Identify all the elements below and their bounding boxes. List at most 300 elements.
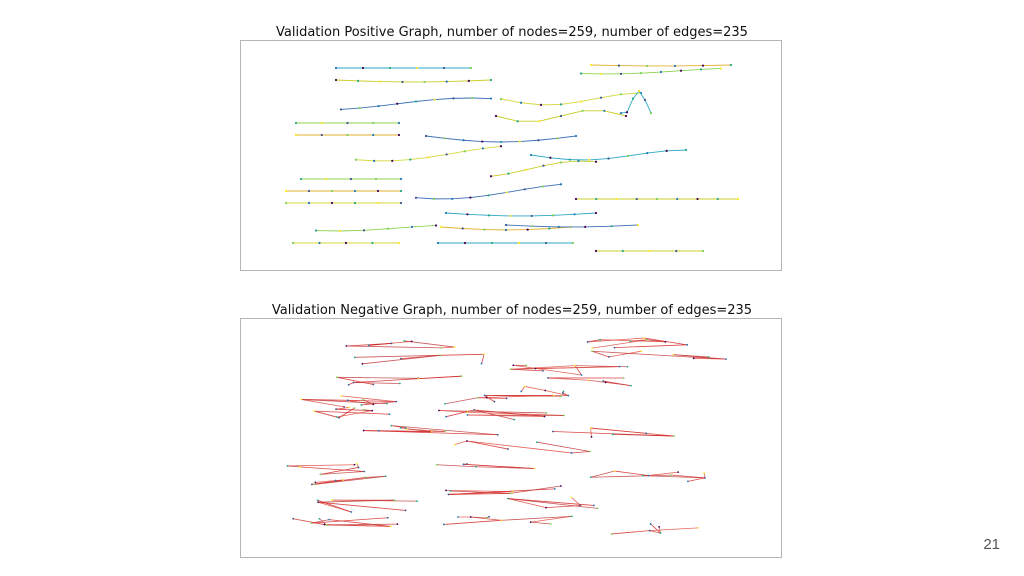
positive-graph-edge [441,227,463,229]
negative-graph-edge [337,377,373,384]
negative-graph-node [299,466,301,468]
negative-graph-node [542,370,544,372]
positive-graph-node [452,97,454,99]
negative-graph-node [431,431,433,433]
negative-graph-node [336,416,338,418]
negative-graph-edge [485,395,495,401]
negative-graph-node [443,524,445,526]
negative-graph-node [536,441,538,443]
negative-graph-node [390,525,392,527]
positive-graph-node [345,242,347,244]
positive-graph-edge [532,215,553,216]
positive-graph-node [371,242,373,244]
positive-graph-node [331,202,333,204]
positive-graph-node [507,173,509,175]
positive-graph-node [346,134,348,136]
positive-graph-node [292,242,294,244]
negative-graph-edge [293,519,326,525]
negative-graph-node [311,522,313,524]
positive-graph-node [584,226,586,228]
negative-graph-node [470,516,472,518]
negative-graph-node [403,340,405,342]
positive-graph-node [644,99,646,101]
negative-graph-node [378,430,380,432]
negative-graph-edge [571,451,589,452]
negative-graph-edge [589,380,631,385]
negative-graph-node [385,475,387,477]
negative-graph-node [336,376,338,378]
positive-graph-node [595,161,597,163]
negative-graph-node [581,374,583,376]
negative-graph-node [396,523,398,525]
positive-graph-node [520,102,522,104]
positive-graph-node [638,90,640,92]
negative-graph-node [477,397,479,399]
negative-graph-node [658,526,660,528]
positive-graph-node [387,228,389,230]
positive-graph-edge [553,214,574,215]
positive-graph-edge [360,106,379,108]
positive-graph-node [595,198,597,200]
negative-graph-node [362,363,364,365]
negative-graph-node [612,433,614,435]
negative-graph-node [292,518,294,520]
negative-graph-node [325,524,327,526]
negative-graph-node [362,399,364,401]
positive-graph-node [580,101,582,103]
negative-graph-node [599,339,601,341]
negative-graph-node [650,523,652,525]
positive-graph-node [552,214,554,216]
positive-graph-node [398,122,400,124]
positive-graph-edge [550,158,569,160]
negative-graph-edge [440,354,484,355]
negative-graph-node [400,358,402,360]
negative-graph-node [340,395,342,397]
positive-graph-node [525,169,527,171]
positive-graph-node [560,103,562,105]
negative-graph-node [328,519,330,521]
negative-graph-edge [326,524,397,525]
negative-graph-node [363,430,365,432]
negative-graph-node [317,501,319,503]
positive-graph-edge [416,198,434,199]
positive-graph-node [518,242,520,244]
negative-graph-node [614,347,616,349]
positive-graph-node [443,67,445,69]
positive-graph-node [560,115,562,117]
positive-graph-edge [469,80,491,81]
negative-graph-node [671,474,673,476]
positive-graph-edge [340,230,364,231]
negative-graph-node [314,481,316,483]
negative-graph-node [483,353,485,355]
positive-graph-title: Validation Positive Graph, number of nodes=259, number of edges=235 [276,25,748,40]
negative-graph-node [486,517,488,519]
negative-graph-node [513,419,515,421]
positive-graph-edge [356,160,374,161]
positive-graph-edge [645,100,651,113]
negative-graph-node [466,440,468,442]
positive-graph-node [487,194,489,196]
positive-graph-node [285,202,287,204]
positive-graph-node [685,149,687,151]
positive-graph-edge [621,73,641,74]
negative-graph-node [323,524,325,526]
positive-graph-node [354,190,356,192]
negative-graph-node [444,431,446,433]
positive-graph-edge [543,184,561,186]
positive-graph-edge [647,151,666,153]
positive-graph-node [517,120,519,122]
positive-graph-edge [661,71,681,72]
positive-graph-edge [416,100,435,102]
positive-graph-edge [633,91,639,99]
negative-graph-node [386,403,388,405]
positive-graph-node [527,228,529,230]
positive-graph-node [627,155,629,157]
negative-graph-node [399,383,401,385]
positive-graph-node [355,159,357,161]
negative-graph-node [300,399,302,401]
positive-graph-node [537,139,539,141]
positive-graph-edge [489,215,510,216]
negative-graph-edge [444,520,502,524]
negative-graph-edge [288,465,355,466]
negative-graph-edge [592,351,726,359]
positive-graph-node [575,198,577,200]
positive-graph-node [440,226,442,228]
negative-graph-node [390,425,392,427]
negative-graph-node [475,466,477,468]
positive-graph-node [490,175,492,177]
positive-graph-node [321,134,323,136]
negative-graph-node [725,358,727,360]
positive-graph-node [481,140,483,142]
positive-graph-edge [463,229,485,230]
positive-graph-node [425,135,427,137]
negative-graph-node [335,408,337,410]
positive-graph-edge [539,116,561,121]
positive-graph-edge [447,151,465,154]
negative-graph-node [507,448,509,450]
positive-graph-node [666,150,668,152]
positive-graph-node [396,103,398,105]
positive-graph-node [646,152,648,154]
positive-graph-node [646,65,648,67]
positive-graph-node [462,139,464,141]
negative-graph-node [597,507,599,509]
positive-graph-edge [341,108,360,109]
positive-graph-node [285,190,287,192]
negative-graph-edge [300,467,364,472]
positive-graph-edge [467,214,488,215]
negative-graph-node [395,401,397,403]
positive-graph-node [373,160,375,162]
negative-graph-edge [337,377,418,378]
positive-graph-node [490,79,492,81]
positive-graph-node [339,230,341,232]
positive-graph-edge [489,192,507,195]
positive-graph-node [603,110,605,112]
positive-graph-node [572,242,574,244]
negative-graph-node [591,350,593,352]
positive-graph-node [468,80,470,82]
positive-graph-node [600,73,602,75]
negative-graph-node [354,464,356,466]
negative-graph-node [319,473,321,475]
positive-graph-node [335,67,337,69]
positive-graph-canvas [241,41,783,272]
positive-graph-node [434,99,436,101]
positive-graph-node [702,64,704,66]
positive-graph-node [531,225,533,227]
positive-graph-node [588,159,590,161]
negative-graph-node [524,386,526,388]
negative-graph-node [708,356,710,358]
negative-graph-node [319,518,321,520]
negative-graph-edge [612,531,650,534]
positive-graph-edge [601,94,621,97]
positive-graph-edge [491,174,509,177]
positive-graph-node [595,212,597,214]
positive-graph-node [308,202,310,204]
negative-graph-node [554,488,556,490]
negative-graph-node [416,500,418,502]
positive-graph-edge [639,91,645,100]
negative-graph-edge [467,441,572,453]
positive-graph-node [411,226,413,228]
negative-graph-node [510,368,512,370]
positive-graph-edge [609,156,628,159]
positive-graph-node [482,147,484,149]
positive-graph-node [611,225,613,227]
negative-graph-edge [478,398,507,399]
negative-graph-node [704,477,706,479]
positive-graph-edge [358,81,380,82]
positive-graph-node [471,97,473,99]
positive-graph-node [466,213,468,215]
negative-graph-edge [575,366,581,375]
positive-graph-node [488,214,490,216]
negative-graph-node [356,463,358,465]
negative-graph-edge [315,476,386,484]
negative-graph-node [394,499,396,501]
negative-graph-node [525,365,527,367]
negative-graph-node [629,340,631,342]
negative-graph-node [441,347,443,349]
negative-graph-node [389,413,391,415]
positive-graph-node [416,67,418,69]
positive-graph-node [509,215,511,217]
negative-graph-node [665,341,667,343]
positive-graph-node [357,80,359,82]
positive-graph-node [560,183,562,185]
positive-graph-edge [591,65,619,66]
positive-graph-node [377,190,379,192]
negative-graph-node [372,403,374,405]
positive-graph-edge [412,225,436,226]
positive-graph-edge [506,225,532,226]
positive-graph-edge [452,198,470,199]
negative-graph-node [445,416,447,418]
positive-graph-node [325,178,327,180]
positive-graph-edge [464,140,483,141]
positive-graph-node [626,111,628,113]
positive-graph-node [375,178,377,180]
negative-graph-node [686,344,688,346]
negative-graph-node [317,499,319,501]
positive-graph-node [660,71,662,73]
positive-graph-edge [388,227,412,229]
positive-graph-node [560,161,562,163]
positive-graph-edge [525,186,543,189]
positive-graph-node [676,198,678,200]
negative-graph-node [588,379,590,381]
positive-graph-edge [585,226,611,227]
positive-graph-node [491,242,493,244]
negative-graph-node [643,337,645,339]
negative-graph-node [673,354,675,356]
negative-graph-node [642,475,644,477]
positive-graph-node [674,65,676,67]
negative-graph-edge [482,354,485,363]
positive-graph-node [346,122,348,124]
negative-graph-edge [591,471,615,477]
positive-graph-node [519,140,521,142]
negative-graph-node [507,498,509,500]
positive-graph-node [379,80,381,82]
positive-graph-node [505,224,507,226]
positive-graph-node [577,160,579,162]
positive-graph-edge [557,136,576,138]
negative-graph-node [623,377,625,379]
positive-graph-node [650,112,652,114]
positive-graph-node [464,150,466,152]
negative-graph-node [591,436,593,438]
negative-graph-edge [471,517,487,518]
positive-graph-node [315,229,317,231]
negative-graph-node [512,491,514,493]
negative-graph-node [371,410,373,412]
negative-graph-node [605,382,607,384]
negative-graph-node [406,428,408,430]
negative-graph-node [454,346,456,348]
positive-graph-edge [410,157,428,159]
positive-graph-node [359,107,361,109]
negative-graph-edge [312,477,366,484]
negative-graph-edge [688,478,705,482]
positive-graph-node [433,198,435,200]
negative-graph-node [484,394,486,396]
negative-graph-node [444,403,446,405]
positive-graph-node [680,70,682,72]
positive-graph-node [636,198,638,200]
negative-graph-node [350,511,352,513]
positive-graph-node [372,122,374,124]
negative-graph-node [550,523,552,525]
negative-graph-node [593,505,595,507]
positive-graph-node [500,145,502,147]
negative-graph-node [461,375,463,377]
negative-graph-node [563,390,565,392]
positive-graph-node [573,213,575,215]
positive-graph-edge [501,99,521,103]
negative-graph-node [457,516,459,518]
negative-graph-node [467,414,469,416]
positive-graph-edge [379,104,398,106]
negative-graph-node [574,365,576,367]
positive-graph-edge [521,103,541,105]
negative-graph-node [646,339,648,341]
negative-graph-node [697,527,699,529]
negative-graph-node [335,480,337,482]
negative-graph-node [287,465,289,467]
negative-graph-node [589,451,591,453]
negative-graph-edge [354,383,400,384]
positive-graph-node [377,202,379,204]
positive-graph-node [446,153,448,155]
negative-graph-node [611,533,613,535]
negative-graph-node [481,363,483,365]
positive-graph-edge [435,98,454,99]
positive-graph-node [437,242,439,244]
positive-graph-node [730,64,732,66]
positive-graph-edge [628,153,647,156]
positive-graph-edge [509,170,527,174]
positive-graph-node [490,97,492,99]
negative-graph-edge [441,347,454,348]
positive-graph-edge [561,111,583,116]
negative-graph-edge [545,391,568,396]
positive-graph-edge [681,69,701,70]
positive-graph-edge [532,226,558,227]
positive-graph-node [500,141,502,143]
negative-graph-node [567,395,569,397]
negative-graph-edge [366,476,386,477]
positive-graph-node [444,137,446,139]
positive-graph-node [717,198,719,200]
positive-graph-node [427,156,429,158]
positive-graph-node [398,134,400,136]
negative-graph-panel [240,318,782,558]
negative-graph-canvas [241,319,783,559]
negative-graph-node [348,407,350,409]
positive-graph-node [308,190,310,192]
negative-graph-node [619,366,621,368]
negative-graph-node [467,411,469,413]
positive-graph-edge [397,102,416,104]
positive-graph-node [696,198,698,200]
negative-graph-node [494,401,496,403]
negative-graph-edge [521,386,525,391]
negative-graph-node [354,407,356,409]
negative-graph-node [445,490,447,492]
negative-graph-node [500,519,502,521]
positive-graph-edge [472,98,491,99]
negative-graph-edge [346,346,441,348]
negative-graph-node [590,427,592,429]
negative-graph-node [535,368,537,370]
negative-graph-node [660,532,662,534]
negative-graph-node [365,477,367,479]
positive-graph-node [295,134,297,136]
negative-graph-node [436,464,438,466]
negative-graph-edge [455,441,467,445]
positive-graph-node [423,81,425,83]
positive-graph-node [409,158,411,160]
negative-graph-node [545,412,547,414]
